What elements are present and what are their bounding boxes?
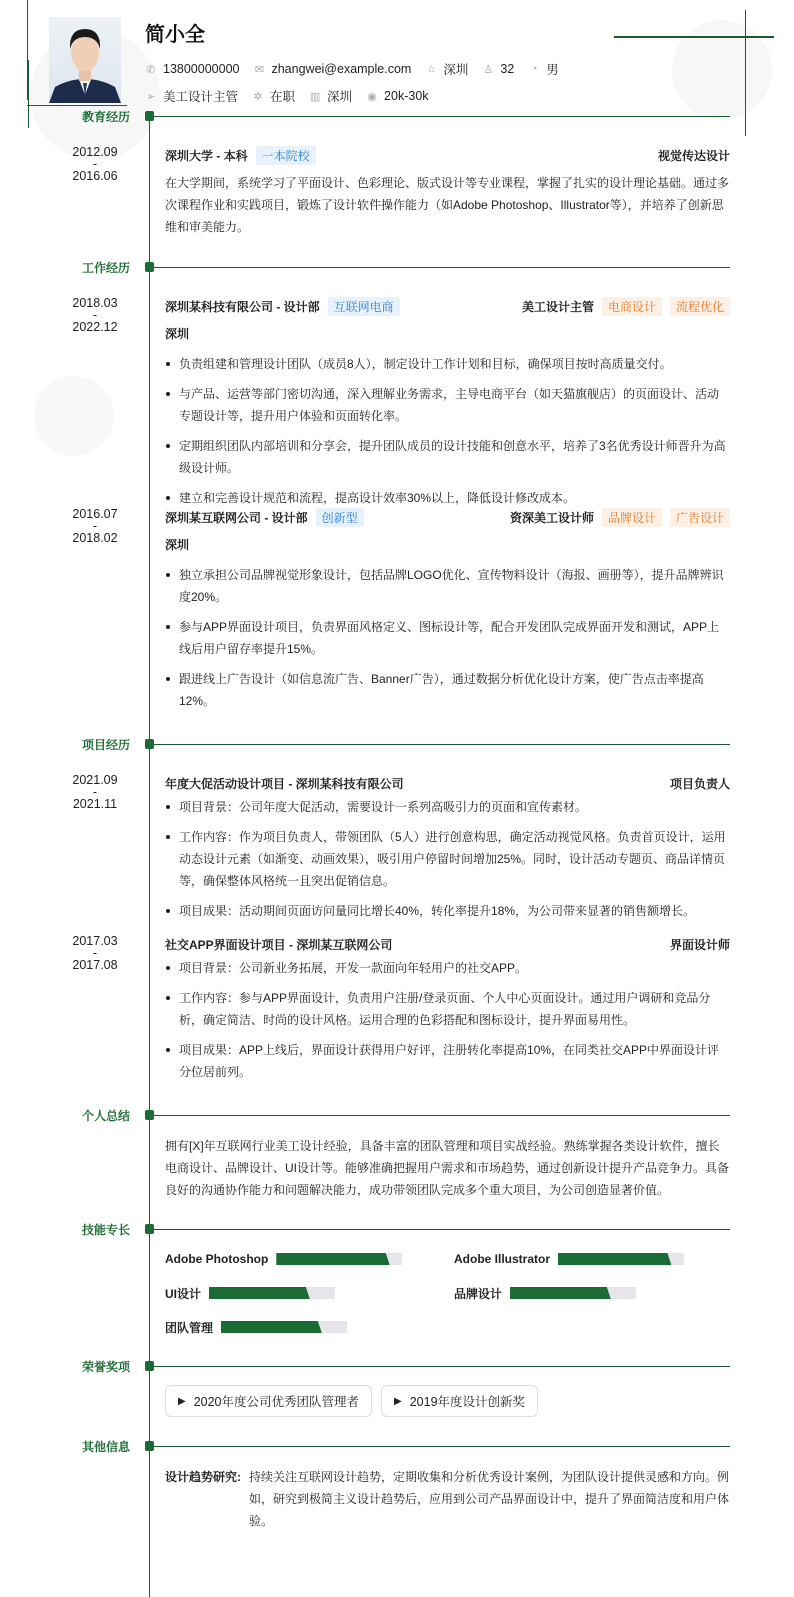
section-title: 技能专长 bbox=[82, 1223, 131, 1237]
bullet-item: 工作内容：作为项目负责人，带领团队（5人）进行创意构思，确定活动视觉风格。负责首页设计，运用动态设计元素（如渐变、动画效果），吸引用户停留时间增加25%。同时，设计活动专题页、商品详情页等，确保整体风格统一且突出促销信息。 bbox=[165, 826, 730, 892]
date-end: 2016.06 bbox=[72, 169, 118, 183]
phone: 13800000000 bbox=[163, 62, 240, 76]
job-intent-row bbox=[145, 87, 429, 105]
company-title bbox=[165, 508, 364, 527]
date-range bbox=[60, 297, 130, 333]
phone-icon: ✆ bbox=[146, 63, 156, 76]
major: 视觉传达设计 bbox=[657, 148, 730, 163]
bullet-item: 项目背景：公司年度大促活动，需要设计一系列高吸引力的页面和宣传素材。 bbox=[165, 796, 730, 818]
section-divider bbox=[150, 1229, 730, 1230]
skill-item bbox=[454, 1284, 730, 1302]
school-tag: 一本院校 bbox=[256, 146, 316, 165]
company-title bbox=[165, 297, 400, 316]
other-info bbox=[165, 1466, 730, 1532]
date-sep: - bbox=[92, 519, 98, 533]
section-title: 项目经历 bbox=[82, 738, 131, 752]
gender-icon: ◔ bbox=[530, 63, 538, 75]
project-name: 社交APP界面设计项目 - 深圳某互联网公司 bbox=[165, 937, 393, 952]
bullet-item: 项目背景：公司新业务拓展，开发一款面向年轻用户的社交APP。 bbox=[165, 957, 730, 979]
decor-circle bbox=[672, 20, 772, 120]
bullet-list bbox=[165, 796, 730, 922]
bullet-list bbox=[165, 353, 730, 509]
position: 美工设计主管 bbox=[163, 90, 239, 104]
section-divider bbox=[150, 1115, 730, 1116]
skill-bar-fill bbox=[221, 1321, 322, 1333]
project-entry bbox=[165, 935, 730, 1091]
date-sep: - bbox=[92, 785, 98, 799]
skill-name: 团队管理 bbox=[165, 1320, 214, 1335]
timeline-node bbox=[145, 262, 154, 272]
role-tag: 电商设计 bbox=[602, 297, 662, 316]
target-city: 深圳 bbox=[327, 90, 353, 104]
company-tag: 创新型 bbox=[316, 508, 364, 527]
project-entry bbox=[165, 774, 730, 930]
date-start: 2017.03 bbox=[72, 934, 118, 948]
education-entry bbox=[165, 146, 730, 238]
location: 深圳 bbox=[443, 63, 469, 77]
other-item bbox=[165, 1466, 730, 1532]
entry-header bbox=[165, 297, 730, 315]
award-name: 2019年度设计创新奖 bbox=[409, 1395, 526, 1409]
entry-header bbox=[165, 935, 730, 953]
home-icon: ⌂ bbox=[428, 63, 435, 75]
school-title bbox=[165, 146, 316, 165]
date-range bbox=[60, 146, 130, 182]
salary: 20k-30k bbox=[384, 89, 429, 103]
bullet-item: 项目成果：APP上线后，界面设计获得用户好评，注册转化率提高10%，在同类社交APP中界面设计评分位居前列。 bbox=[165, 1039, 730, 1083]
play-icon: ▶ bbox=[178, 1395, 186, 1407]
skill-item bbox=[165, 1284, 454, 1302]
skill-bar bbox=[221, 1321, 347, 1333]
skills-list bbox=[165, 1250, 730, 1336]
age-icon: ♙ bbox=[483, 63, 494, 76]
skill-item bbox=[454, 1250, 730, 1268]
section-divider bbox=[150, 1446, 730, 1447]
skill-bar bbox=[558, 1253, 684, 1265]
summary-paragraph: 拥有[X]年互联网行业美工设计经验，具备丰富的团队管理和项目实战经验。熟练掌握各类设计软件，擅长电商设计、品牌设计、UI设计等。能够准确把握用户需求和市场趋势，通过创新设计提升产品竞争力。具备良好的沟通协作能力和问题解决能力，成功带领团队完成多个重大项目，为公司创造显著价值。 bbox=[165, 1139, 730, 1197]
timeline-node bbox=[145, 1361, 154, 1371]
company-name: 深圳某互联网公司 - 设计部 bbox=[165, 510, 308, 525]
skill-bar bbox=[276, 1253, 402, 1265]
award-badge bbox=[381, 1385, 538, 1417]
summary-text bbox=[165, 1135, 730, 1201]
skill-bar bbox=[209, 1287, 335, 1299]
skill-bar-fill bbox=[209, 1287, 310, 1299]
decor-line bbox=[745, 10, 746, 136]
bullet-item: 独立承担公司品牌视觉形象设计，包括品牌LOGO优化、宣传物料设计（海报、画册等），提升品牌辨识度20%。 bbox=[165, 564, 730, 608]
award-name: 2020年度公司优秀团队管理者 bbox=[193, 1395, 360, 1409]
date-end: 2021.11 bbox=[72, 797, 118, 811]
role-name: 资深美工设计师 bbox=[509, 510, 594, 525]
school-name: 深圳大学 - 本科 bbox=[165, 148, 248, 163]
salary-icon: ◉ bbox=[367, 90, 377, 103]
date-start: 2016.07 bbox=[72, 507, 118, 521]
section-divider bbox=[150, 1366, 730, 1367]
timeline-node bbox=[145, 1441, 154, 1451]
date-end: 2017.08 bbox=[72, 958, 118, 972]
section-divider bbox=[150, 116, 730, 117]
candidate-name: 简小全 bbox=[145, 24, 205, 46]
bullet-item: 定期组织团队内部培训和分享会，提升团队成员的设计技能和创意水平，培养了3名优秀设计师晋升为高级设计师。 bbox=[165, 435, 730, 479]
role-tag: 广告设计 bbox=[670, 508, 730, 527]
project-role: 界面设计师 bbox=[669, 937, 730, 952]
gender: 男 bbox=[546, 63, 559, 77]
skills-grid bbox=[165, 1250, 730, 1336]
education-description: 在大学期间，系统学习了平面设计、色彩理论、版式设计等专业课程，掌握了扎实的设计理论基础。通过多次课程作业和实践项目，锻炼了设计软件操作能力（如Adobe Photoshop、Illustrator等），并培养了创新思维和审美能力。 bbox=[165, 176, 730, 234]
bullet-item: 项目成果：活动期间页面访问量同比增长40%，转化率提升18%，为公司带来显著的销售额增长。 bbox=[165, 900, 730, 922]
date-sep: - bbox=[92, 946, 98, 960]
bullet-item: 负责组建和管理设计团队（成员8人），制定设计工作计划和目标，确保项目按时高质量交付。 bbox=[165, 353, 730, 375]
work-entry bbox=[165, 297, 730, 517]
decor-line bbox=[27, 105, 127, 106]
building-icon: ▥ bbox=[309, 90, 321, 103]
decor-circle bbox=[34, 376, 114, 456]
role-tag: 流程优化 bbox=[670, 297, 730, 316]
date-sep: - bbox=[92, 157, 98, 171]
email-icon: ✉ bbox=[254, 63, 265, 76]
bullet-item: 工作内容：参与APP界面设计，负责用户注册/登录页面、个人中心页面设计。通过用户调研和竞品分析，确定简洁、时尚的设计风格。运用合理的色彩搭配和图标设计，提升界面易用性。 bbox=[165, 987, 730, 1031]
bullet-list bbox=[165, 957, 730, 1083]
status-icon: ✲ bbox=[253, 90, 263, 103]
entry-header bbox=[165, 146, 730, 164]
entry-header bbox=[165, 774, 730, 792]
award-badge bbox=[165, 1385, 372, 1417]
bullet-item: 建立和完善设计规范和流程，提高设计效率30%以上，降低设计修改成本。 bbox=[165, 487, 730, 509]
age: 32 bbox=[500, 62, 515, 76]
avatar bbox=[49, 17, 121, 103]
skill-item bbox=[165, 1250, 454, 1268]
date-end: 2018.02 bbox=[72, 531, 118, 545]
bullet-item: 跟进线上广告设计（如信息流广告、Banner广告），通过数据分析优化设计方案，使广告点击率提高12%。 bbox=[165, 668, 730, 712]
section-title: 荣誉奖项 bbox=[82, 1360, 131, 1374]
skill-name: Adobe Illustrator bbox=[454, 1252, 551, 1266]
send-icon: ➢ bbox=[146, 90, 156, 103]
date-start: 2021.09 bbox=[72, 773, 118, 787]
section-divider bbox=[150, 267, 730, 268]
skill-bar bbox=[510, 1287, 636, 1299]
awards-row bbox=[165, 1385, 730, 1417]
bullet-list bbox=[165, 564, 730, 712]
role-name: 美工设计主管 bbox=[521, 299, 594, 314]
timeline-node bbox=[145, 111, 154, 121]
date-end: 2022.12 bbox=[72, 320, 118, 334]
other-text: 持续关注互联网设计趋势，定期收集和分析优秀设计案例，为团队设计提供灵感和方向。例如，研究到极简主义设计趋势后，应用到公司产品界面设计中，提升了界面简洁度和用户体验。 bbox=[249, 1470, 730, 1528]
bullet-item: 与产品、运营等部门密切沟通，深入理解业务需求，主导电商平台（如天猫旗舰店）的页面设计、活动专题设计等，提升用户体验和页面转化率。 bbox=[165, 383, 730, 427]
skill-bar-fill bbox=[510, 1287, 611, 1299]
date-start: 2012.09 bbox=[72, 145, 118, 159]
role bbox=[522, 297, 730, 316]
company-tag: 互联网电商 bbox=[328, 297, 400, 316]
skill-bar-fill bbox=[276, 1253, 389, 1265]
skill-name: 品牌设计 bbox=[454, 1286, 503, 1301]
timeline-node bbox=[145, 1224, 154, 1234]
section-title: 个人总结 bbox=[82, 1109, 131, 1123]
timeline-line bbox=[149, 116, 150, 1597]
date-range bbox=[60, 508, 130, 544]
date-start: 2018.03 bbox=[72, 296, 118, 310]
decor-line bbox=[28, 60, 29, 128]
section-title: 工作经历 bbox=[82, 261, 131, 275]
timeline-node bbox=[145, 1110, 154, 1120]
play-icon: ▶ bbox=[394, 1395, 402, 1407]
email: zhangwei@example.com bbox=[271, 62, 412, 76]
section-divider bbox=[150, 744, 730, 745]
project-role: 项目负责人 bbox=[669, 776, 730, 791]
skill-bar-fill bbox=[558, 1253, 671, 1265]
decor-line bbox=[614, 36, 774, 38]
other-label: 设计趋势研究: bbox=[165, 1470, 241, 1484]
section-title: 其他信息 bbox=[82, 1440, 131, 1454]
timeline-node bbox=[145, 739, 154, 749]
work-city: 深圳 bbox=[165, 327, 190, 341]
skill-name: Adobe Photoshop bbox=[165, 1252, 269, 1266]
job-status: 在职 bbox=[270, 90, 296, 104]
work-city: 深圳 bbox=[165, 538, 190, 552]
contact-row bbox=[145, 60, 559, 78]
project-name: 年度大促活动设计项目 - 深圳某科技有限公司 bbox=[165, 776, 404, 791]
role bbox=[510, 508, 730, 527]
date-range bbox=[60, 774, 130, 810]
date-range bbox=[60, 935, 130, 971]
skill-name: UI设计 bbox=[165, 1286, 202, 1301]
date-sep: - bbox=[92, 308, 98, 322]
awards-list bbox=[165, 1385, 730, 1417]
work-entry bbox=[165, 508, 730, 720]
entry-header bbox=[165, 508, 730, 526]
bullet-item: 参与APP界面设计项目，负责界面风格定义、图标设计等，配合开发团队完成界面开发和测试，APP上线后用户留存率提升15%。 bbox=[165, 616, 730, 660]
skill-item bbox=[165, 1318, 454, 1336]
section-title: 教育经历 bbox=[82, 110, 131, 124]
role-tag: 品牌设计 bbox=[602, 508, 662, 527]
company-name: 深圳某科技有限公司 - 设计部 bbox=[165, 299, 320, 314]
